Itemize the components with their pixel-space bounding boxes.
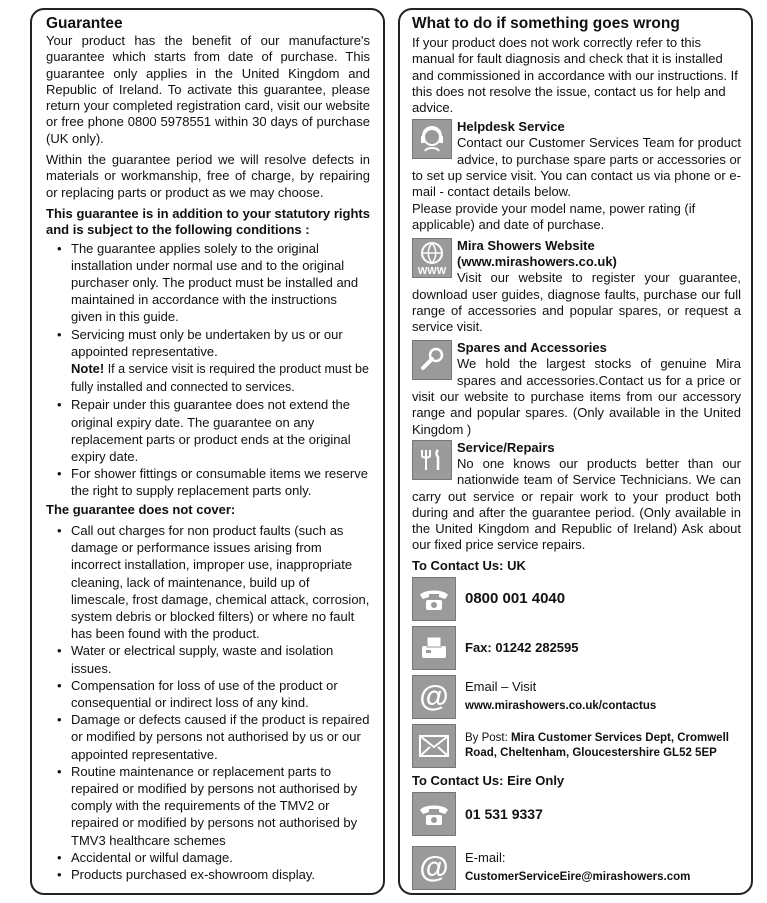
guarantee-panel xyxy=(30,8,385,895)
globe-icon xyxy=(412,238,452,278)
service-title: Service/Repairs xyxy=(457,439,555,455)
list-item: • Products purchased ex-showroom display. xyxy=(71,866,370,883)
website-text: Visit our website to register your guarantee, download user guides, diagnose faults, purchase our full range of accessories and popular spares, or request a service visit. xyxy=(412,270,741,335)
eire-email-address[interactable]: CustomerServiceEire@mirashowers.com xyxy=(465,871,691,884)
phone-icon xyxy=(412,577,456,621)
svg-text:@: @ xyxy=(419,850,449,884)
not-cover-list xyxy=(46,522,370,883)
eire-email-label: E-mail: xyxy=(465,850,506,866)
list-item: • Call out charges for non product faults (such as damage or performance issues arising from incorrect installation, improper use, inappropriate cleaning, lack of maintenance, build up of limescale, frost damage, chemical attack, corrosion, system debris or blocked filters) or where no fault has been found with the product. xyxy=(71,522,370,642)
uk-post-block xyxy=(465,731,741,761)
eire-email-block xyxy=(465,850,690,885)
spares-section xyxy=(412,340,741,437)
uk-email-url[interactable]: www.mirashowers.co.uk/contactus xyxy=(465,700,657,713)
tools-icon xyxy=(412,440,452,480)
wrench-icon xyxy=(412,340,452,380)
list-item: • Compensation for loss of use of the product or consequential or indirect loss of any kind. xyxy=(71,677,370,711)
website-section xyxy=(412,238,741,335)
guarantee-title: Guarantee xyxy=(46,15,123,32)
phone-icon xyxy=(412,792,456,836)
helpdesk-text-2: Please provide your model name, power rating (if applicable) and date of purchase. xyxy=(412,200,696,232)
www-icon-label: WWW xyxy=(417,266,447,278)
uk-post-address: Mira Customer Services Dept, Cromwell Road, Cheltenham, Gloucestershire GL52 5EP xyxy=(465,731,729,759)
conditions-list xyxy=(46,240,370,500)
list-item: • Damage or defects caused if the product is repaired or modified by persons not authorised by us or our appointed representative. xyxy=(71,711,370,763)
uk-email-row xyxy=(412,674,741,720)
note-label: Note! xyxy=(71,360,105,376)
service-section xyxy=(412,440,741,554)
uk-phone-row xyxy=(412,576,741,622)
help-intro: If your product does not work correctly refer to this manual for fault diagnosis and check that it is installed and commissioned in accordance with our instructions. If this does not resolve the issue, contact us for help and advice. xyxy=(412,35,738,116)
list-item: • Repair under this guarantee does not extend the original expiry date. The guarantee on any replacement parts or product ends at the original expiry date. xyxy=(71,396,370,465)
uk-contact-heading: To Contact Us: UK xyxy=(412,557,526,573)
headset-icon xyxy=(412,119,452,159)
fax-icon xyxy=(412,626,456,670)
uk-fax-row xyxy=(412,625,741,671)
uk-post-row xyxy=(412,723,741,769)
helpdesk-text: Contact our Customer Services Team for product advice, to purchase spare parts or accessories or to set up service visit. You can contact us via phone or e-mail - contact details below. xyxy=(412,135,741,200)
list-item-text: Servicing must only be undertaken by us or our appointed representative. xyxy=(71,326,343,359)
help-title: What to do if something goes wrong xyxy=(412,15,680,32)
website-title: Mira Showers Website xyxy=(457,238,595,254)
envelope-icon xyxy=(412,724,456,768)
list-item: • For shower fittings or consumable items we reserve the right to supply replacement parts only. xyxy=(71,465,370,499)
list-item: • Water or electrical supply, waste and isolation issues. xyxy=(71,642,370,676)
conditions-heading: This guarantee is in addition to your statutory rights and is subject to the following conditions : xyxy=(46,205,370,238)
not-cover-heading: The guarantee does not cover: xyxy=(46,501,236,517)
svg-text:@: @ xyxy=(419,679,449,713)
email-icon xyxy=(412,846,456,890)
list-item: • Routine maintenance or replacement parts to repaired or modified by persons not authorised by comply with the requirements of the TMV2 or repaired or modified by persons not authorised by TMV3 healthcare schemes xyxy=(71,763,370,849)
help-panel xyxy=(398,8,753,895)
uk-post-label: By Post: xyxy=(465,731,512,744)
helpdesk-title: Helpdesk Service xyxy=(457,119,565,135)
eire-contact-heading: To Contact Us: Eire Only xyxy=(412,772,565,788)
website-url[interactable]: (www.mirashowers.co.uk) xyxy=(457,254,617,270)
eire-phone-row xyxy=(412,791,741,837)
uk-fax-number: Fax: 01242 282595 xyxy=(465,639,579,655)
note-text: If a service visit is required the product must be fully installed and connected to services. xyxy=(71,361,369,395)
service-text: No one knows our products better than our nationwide team of Service Technicians. We can carry out service or repair work to your product both during and after the guarantee period. (Only available in the United Kingdom and Republic of Ireland) Ask about our fixed price service repairs. xyxy=(412,455,741,553)
helpdesk-section xyxy=(412,119,741,233)
spares-text: We hold the largest stocks of genuine Mira spares and accessories.Contact us for a price or visit our website to purchase items from our accessory range and popular spares. (Only available in the United Kingdom ) xyxy=(412,356,741,437)
guarantee-intro: Your product has the benefit of our manufacture's guarantee which starts from date of purchase. This guarantee only applies in the United Kingdom and Republic of Ireland. To activate this guarantee, please return your completed registration card, visit our website or free phone 0800 5978551 within 30 days of purchase (UK only). xyxy=(46,33,370,146)
email-icon xyxy=(412,675,456,719)
eire-email-row xyxy=(412,845,741,891)
spares-title: Spares and Accessories xyxy=(457,340,607,356)
guarantee-period: Within the guarantee period we will resolve defects in materials or workmanship, free of charge, by repairing or replacing parts or product as we may choose. xyxy=(46,152,370,200)
uk-email-block xyxy=(465,679,656,714)
list-item: • Accidental or wilful damage. xyxy=(71,849,370,866)
list-item: • The guarantee applies solely to the original installation under normal use and to the original purchaser only. The product must be installed and maintained in accordance with the instructions given in this guide. xyxy=(71,240,370,326)
uk-phone-number[interactable]: 0800 001 4040 xyxy=(465,589,566,607)
list-item xyxy=(71,326,370,397)
eire-phone-number[interactable]: 01 531 9337 xyxy=(465,805,543,822)
uk-email-label: Email – Visit xyxy=(465,679,537,695)
